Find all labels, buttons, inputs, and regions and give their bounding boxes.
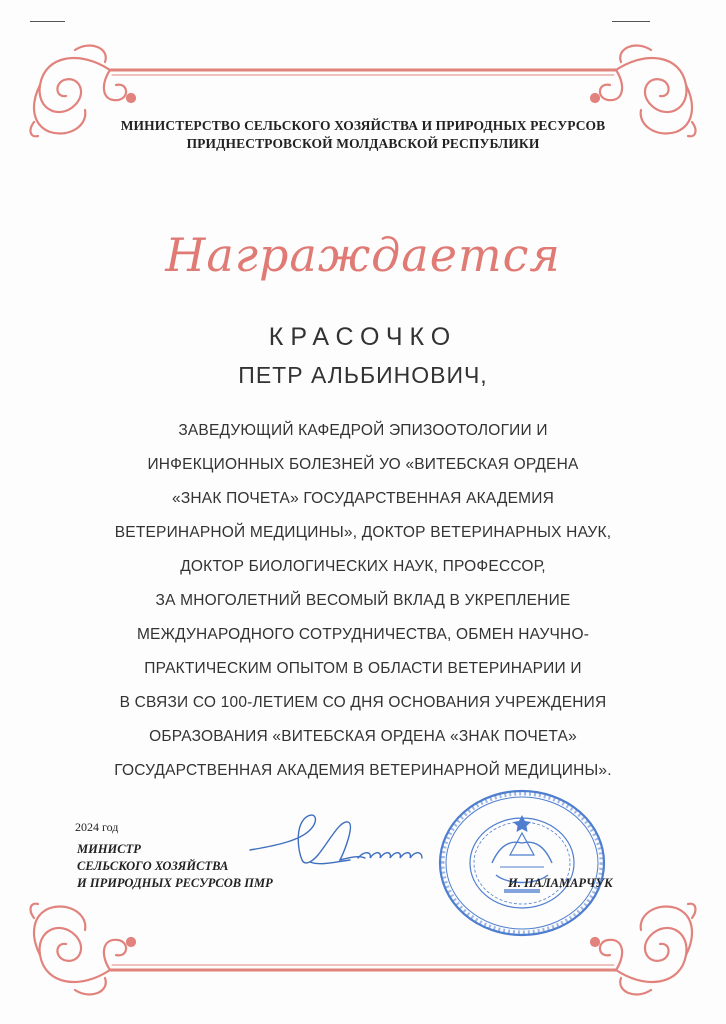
body-line: ОБРАЗОВАНИЯ «ВИТЕБСКАЯ ОРДЕНА «ЗНАК ПОЧЕТА»	[149, 728, 577, 745]
signer-position-line1: МИНИСТР	[77, 842, 141, 856]
body-line: ГОСУДАРСТВЕННАЯ АКАДЕМИЯ ВЕТЕРИНАРНОЙ МЕДИЦИНЫ».	[114, 762, 612, 779]
bottom-ornament-icon	[0, 880, 726, 1010]
signer-position-line2: СЕЛЬСКОГО ХОЗЯЙСТВА	[77, 859, 229, 873]
ministry-name-line1: МИНИСТЕРСТВО СЕЛЬСКОГО ХОЗЯЙСТВА И ПРИРОДНЫХ РЕСУРСОВ	[120, 118, 606, 133]
ministry-name-line2: ПРИДНЕСТРОВСКОЙ МОЛДАВСКОЙ РЕСПУБЛИКИ	[186, 136, 540, 151]
award-year: 2024 год	[75, 820, 119, 834]
body-line: В СВЯЗИ СО 100-ЛЕТИЕМ СО ДНЯ ОСНОВАНИЯ УЧРЕЖДЕНИЯ	[119, 694, 607, 711]
body-line: МЕЖДУНАРОДНОГО СОТРУДНИЧЕСТВА, ОБМЕН НАУЧНО-	[136, 626, 590, 643]
signature-icon	[240, 800, 440, 880]
body-line: ВЕТЕРИНАРНОЙ МЕДИЦИНЫ», ДОКТОР ВЕТЕРИНАРНЫХ НАУК,	[114, 524, 612, 541]
scan-mark-left	[30, 21, 65, 22]
signer-name: И. ПАЛАМАРЧУК	[508, 876, 613, 890]
body-line: ЗА МНОГОЛЕТНИЙ ВЕСОМЫЙ ВКЛАД В УКРЕПЛЕНИЕ	[155, 592, 571, 609]
recipient-name: ПЕТР АЛЬБИНОВИЧ,	[238, 362, 488, 388]
body-line: ПРАКТИЧЕСКИМ ОПЫТОМ В ОБЛАСТИ ВЕТЕРИНАРИИ И	[144, 660, 582, 677]
body-line: ЗАВЕДУЮЩИЙ КАФЕДРОЙ ЭПИЗООТОЛОГИИ И	[178, 422, 548, 439]
body-line: «ЗНАК ПОЧЕТА» ГОСУДАРСТВЕННАЯ АКАДЕМИЯ	[172, 490, 554, 507]
body-line: ДОКТОР БИОЛОГИЧЕСКИХ НАУК, ПРОФЕССОР,	[180, 558, 546, 575]
body-line: ИНФЕКЦИОННЫХ БОЛЕЗНЕЙ УО «ВИТЕБСКАЯ ОРДЕНА	[147, 456, 579, 473]
award-title: Награждается	[165, 228, 561, 282]
signer-position-line3: И ПРИРОДНЫХ РЕСУРСОВ ПМР	[77, 876, 273, 890]
scan-mark-right	[612, 21, 650, 22]
recipient-surname: КРАСОЧКО	[268, 323, 458, 351]
